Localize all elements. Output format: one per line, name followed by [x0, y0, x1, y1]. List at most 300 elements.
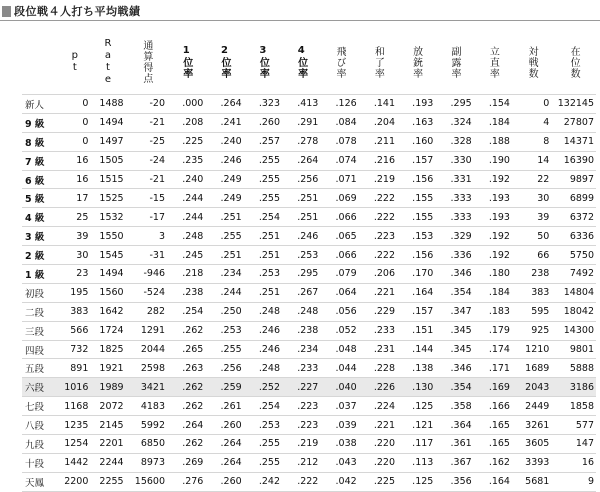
cell-p1: .000: [182, 98, 204, 110]
column-header-p2: [205, 33, 243, 95]
cell-games: 3393: [525, 457, 550, 469]
cell-riichi: .184: [488, 117, 510, 129]
cell-call: .347: [450, 306, 472, 318]
cell-p1: .225: [182, 136, 204, 148]
cell-win: .220: [373, 457, 395, 469]
cell-win: .141: [373, 98, 395, 110]
cell-p4: .264: [297, 155, 319, 167]
table-row: [22, 472, 596, 491]
cell-p4: .223: [297, 419, 319, 431]
cell-riichi: .188: [488, 136, 510, 148]
cell-p2: .251: [220, 211, 242, 223]
table-body: [22, 95, 596, 492]
cell-players: 27807: [563, 117, 594, 129]
cell-p1: .240: [182, 174, 204, 185]
cell-pt: 1442: [64, 457, 89, 469]
cell-avg: 6850: [140, 438, 166, 450]
cell-p1: .248: [182, 230, 204, 242]
cell-rate: 1488: [99, 98, 124, 110]
cell-pt: 17: [76, 192, 89, 204]
cell-p2: .255: [220, 230, 242, 242]
cell-bust: .066: [335, 211, 357, 223]
cell-p4: .413: [297, 98, 319, 110]
cell-p3: .253: [258, 268, 281, 280]
cell-rate: 1560: [99, 287, 124, 299]
cell-avg: -31: [149, 249, 166, 261]
cell-p2: .264: [220, 438, 242, 450]
cell-win: .223: [373, 230, 395, 242]
cell-p4: .291: [297, 117, 319, 129]
cell-win: .222: [373, 211, 395, 223]
table-row: [22, 113, 596, 132]
cell-games: 5681: [525, 476, 550, 488]
cell-p1: .254: [182, 306, 204, 318]
cell-riichi: .192: [488, 174, 510, 185]
cell-avg: -524: [143, 287, 166, 299]
cell-call: .345: [450, 325, 472, 337]
cell-p4: .222: [297, 476, 319, 488]
cell-avg: -946: [143, 268, 166, 280]
table-row: [22, 302, 596, 321]
cell-avg: 8973: [140, 457, 166, 469]
column-header-avg: [126, 33, 167, 95]
column-header-p3: [244, 33, 282, 95]
cell-bust: .074: [335, 155, 357, 167]
cell-win: .219: [373, 174, 395, 185]
table-row: [22, 378, 596, 397]
cell-bust: .066: [335, 249, 357, 261]
cell-bust: .078: [335, 136, 357, 148]
cell-games: 0: [543, 98, 550, 110]
cell-pt: 39: [76, 230, 89, 242]
table-row: [22, 151, 596, 170]
cell-win: .228: [373, 362, 395, 374]
cell-p2: .249: [220, 192, 242, 204]
cell-bust: .064: [335, 287, 357, 299]
cell-rate: 1921: [99, 362, 124, 374]
cell-deal: .113: [412, 457, 434, 469]
cell-p2: .241: [220, 117, 242, 129]
cell-riichi: .179: [488, 325, 510, 337]
cell-rate: 1494: [99, 117, 124, 129]
cell-deal: .160: [412, 136, 434, 148]
cell-deal: .117: [412, 438, 434, 450]
cell-p4: .246: [297, 230, 319, 242]
cell-deal: .121: [412, 419, 434, 431]
rank-cell: 2 級: [25, 251, 45, 263]
cell-call: .346: [450, 268, 472, 280]
column-header-label: 和了率: [372, 45, 384, 79]
column-header-label: 3位率: [257, 45, 269, 79]
column-header-label: 飛び率: [334, 45, 345, 79]
cell-rate: 1525: [99, 192, 124, 204]
cell-p3: .260: [258, 117, 281, 129]
cell-rate: 1505: [99, 155, 124, 167]
cell-games: 1210: [525, 344, 550, 356]
cell-avg: 2044: [140, 344, 166, 356]
cell-pt: 16: [76, 174, 89, 185]
cell-p1: .264: [182, 419, 204, 431]
rank-cell: 二段: [25, 307, 45, 319]
cell-p2: .260: [220, 476, 242, 488]
cell-games: 39: [537, 211, 550, 223]
cell-players: 132145: [557, 98, 594, 110]
cell-rate: 1532: [99, 211, 124, 223]
cell-p1: .276: [182, 476, 204, 488]
cell-call: .354: [450, 381, 472, 393]
table-row: [22, 340, 596, 359]
cell-p2: .253: [220, 325, 242, 337]
cell-avg: 282: [146, 306, 166, 318]
column-header-games: [512, 33, 551, 95]
cell-players: 6372: [569, 211, 594, 223]
column-header-label: 通算得点: [140, 40, 152, 84]
cell-p4: .253: [297, 249, 319, 261]
cell-call: .346: [450, 362, 472, 374]
cell-p1: .262: [182, 381, 204, 393]
column-header-pt: [59, 33, 90, 95]
column-header-label: pt: [69, 50, 81, 74]
cell-avg: -17: [149, 211, 166, 223]
cell-avg: 3: [158, 230, 166, 242]
cell-riichi: .193: [488, 211, 510, 223]
cell-players: 14804: [563, 287, 594, 299]
cell-call: .329: [450, 230, 472, 242]
cell-rate: 1494: [99, 268, 124, 280]
cell-pt: 30: [76, 249, 89, 261]
cell-pt: 2200: [64, 476, 89, 488]
cell-win: .222: [373, 249, 395, 261]
cell-rate: 1497: [99, 136, 124, 148]
cell-call: .336: [450, 249, 472, 261]
cell-players: 16: [581, 457, 594, 469]
cell-p1: .218: [182, 268, 204, 280]
cell-avg: 4183: [140, 400, 166, 412]
cell-p3: .251: [258, 249, 281, 261]
cell-rate: 2244: [99, 457, 124, 469]
cell-win: .221: [373, 287, 395, 299]
rank-cell: 初段: [25, 288, 45, 300]
cell-p3: .254: [258, 400, 281, 412]
cell-p4: .223: [297, 400, 319, 412]
column-header-players: [551, 33, 596, 95]
cell-players: 147: [575, 438, 594, 450]
cell-avg: -25: [149, 136, 166, 148]
cell-call: .330: [450, 155, 472, 167]
cell-p4: .256: [297, 174, 319, 185]
cell-call: .356: [450, 476, 472, 488]
cell-games: 3605: [525, 438, 550, 450]
cell-p1: .263: [182, 362, 204, 374]
rank-cell: 8 級: [25, 137, 45, 149]
cell-pt: 0: [82, 136, 89, 148]
cell-win: .206: [373, 268, 395, 280]
rank-cell: 5 級: [25, 194, 45, 206]
column-header-p4: [282, 33, 320, 95]
cell-pt: 16: [76, 155, 89, 167]
cell-bust: .069: [335, 192, 357, 204]
cell-p2: .264: [220, 457, 242, 469]
cell-p2: .234: [220, 268, 242, 280]
cell-p3: .323: [258, 98, 281, 110]
cell-players: 18042: [563, 306, 594, 318]
column-header-rank: [22, 33, 59, 95]
header-row: [22, 33, 596, 95]
cell-bust: .044: [335, 362, 357, 374]
page-title-bar: [2, 3, 141, 19]
cell-deal: .155: [412, 211, 434, 223]
cell-p1: .262: [182, 438, 204, 450]
cell-call: .364: [450, 419, 472, 431]
rank-cell: 6 級: [25, 175, 45, 187]
cell-call: .361: [450, 438, 472, 450]
cell-rate: 1989: [99, 381, 124, 393]
column-header-label: 2位率: [219, 45, 231, 79]
cell-deal: .193: [412, 98, 434, 110]
cell-rate: 1724: [99, 325, 124, 337]
cell-players: 14300: [563, 325, 594, 337]
cell-avg: 5992: [140, 419, 166, 431]
cell-p3: .251: [258, 230, 281, 242]
cell-deal: .164: [412, 287, 434, 299]
cell-p3: .252: [258, 381, 281, 393]
cell-rate: 2072: [99, 400, 124, 412]
cell-games: 2043: [525, 381, 550, 393]
cell-call: .333: [450, 211, 472, 223]
cell-p1: .244: [182, 192, 204, 204]
cell-p4: .219: [297, 438, 319, 450]
rank-cell: 3 級: [25, 232, 45, 244]
cell-bust: .039: [335, 419, 357, 431]
column-header-label: 副露率: [448, 45, 460, 79]
cell-p3: .253: [258, 419, 281, 431]
cell-win: .233: [373, 325, 395, 337]
rank-cell: 五段: [25, 364, 45, 376]
cell-pt: 0: [82, 98, 89, 110]
cell-rate: 1515: [99, 174, 124, 185]
rank-cell: 八段: [25, 421, 45, 433]
cell-deal: .144: [412, 344, 434, 356]
cell-deal: .157: [412, 155, 434, 167]
cell-bust: .042: [335, 476, 357, 488]
cell-p4: .267: [297, 287, 319, 299]
cell-games: 30: [537, 192, 550, 204]
cell-pt: 891: [70, 362, 89, 374]
cell-p2: .250: [220, 306, 242, 318]
cell-win: .226: [373, 381, 395, 393]
column-header-label: 対戦数: [526, 45, 538, 79]
cell-p1: .265: [182, 344, 204, 356]
cell-p1: .244: [182, 211, 204, 223]
cell-p2: .255: [220, 344, 242, 356]
cell-riichi: .165: [488, 419, 510, 431]
cell-win: .229: [373, 306, 395, 318]
cell-riichi: .171: [488, 362, 510, 374]
column-header-label: 4位率: [295, 45, 307, 79]
cell-deal: .170: [412, 268, 434, 280]
title-divider: [0, 20, 600, 21]
column-header-win: [359, 33, 397, 95]
cell-rate: 2145: [99, 419, 124, 431]
cell-rate: 1825: [99, 344, 124, 356]
table-header: [22, 33, 596, 95]
cell-deal: .156: [412, 249, 434, 261]
rank-cell: 七段: [25, 402, 45, 414]
cell-p2: .261: [220, 400, 242, 412]
table-row: [22, 227, 596, 246]
cell-players: 5750: [569, 249, 594, 261]
cell-avg: 3421: [140, 381, 166, 393]
cell-p3: .246: [258, 325, 281, 337]
rank-cell: 六段: [25, 383, 45, 395]
cell-win: .211: [373, 136, 395, 148]
cell-p4: .238: [297, 325, 319, 337]
column-header-riichi: [474, 33, 512, 95]
rank-cell: 四段: [25, 345, 45, 357]
cell-p3: .248: [258, 306, 281, 318]
page-title: 段位戦４人打ち平均戦績: [14, 5, 141, 18]
cell-bust: .079: [335, 268, 357, 280]
cell-riichi: .193: [488, 192, 510, 204]
cell-bust: .052: [335, 325, 357, 337]
cell-rate: 1550: [99, 230, 124, 242]
cell-p3: .242: [258, 476, 281, 488]
cell-pt: 732: [70, 344, 89, 356]
cell-games: 22: [537, 174, 550, 185]
cell-games: 8: [543, 136, 550, 148]
column-header-p1: [167, 33, 205, 95]
cell-deal: .157: [412, 306, 434, 318]
table-row: [22, 435, 596, 454]
cell-deal: .151: [412, 325, 434, 337]
cell-players: 6336: [569, 230, 594, 242]
cell-pt: 195: [70, 287, 89, 299]
cell-deal: .125: [412, 400, 434, 412]
cell-bust: .038: [335, 438, 357, 450]
cell-win: .231: [373, 344, 395, 356]
cell-deal: .153: [412, 230, 434, 242]
cell-bust: .048: [335, 344, 357, 356]
cell-p3: .257: [258, 136, 281, 148]
rank-cell: 天鳳: [25, 477, 45, 489]
column-header-label: 在位数: [568, 45, 580, 79]
table-row: [22, 189, 596, 208]
cell-riichi: .192: [488, 249, 510, 261]
table-row: [22, 416, 596, 435]
cell-p4: .212: [297, 457, 319, 469]
cell-pt: 1168: [64, 400, 89, 412]
cell-p1: .269: [182, 457, 204, 469]
cell-bust: .056: [335, 306, 357, 318]
cell-call: .367: [450, 457, 472, 469]
cell-call: .331: [450, 174, 472, 185]
column-header-deal: [397, 33, 435, 95]
cell-deal: .125: [412, 476, 434, 488]
cell-win: .220: [373, 438, 395, 450]
cell-games: 1689: [525, 362, 550, 374]
cell-pt: 383: [70, 306, 89, 318]
table-row: [22, 453, 596, 472]
column-header-call: [435, 33, 473, 95]
cell-riichi: .154: [488, 98, 510, 110]
cell-p2: .264: [220, 98, 242, 110]
cell-p4: .251: [297, 211, 319, 223]
rank-cell: 4 級: [25, 213, 45, 225]
title-square-icon: [2, 6, 11, 17]
cell-rate: 1642: [99, 306, 124, 318]
cell-win: .216: [373, 155, 395, 167]
cell-p3: .255: [258, 457, 281, 469]
cell-p4: .278: [297, 136, 319, 148]
cell-call: .324: [450, 117, 472, 129]
cell-p3: .248: [258, 362, 281, 374]
cell-games: 2449: [525, 400, 550, 412]
cell-p2: .249: [220, 174, 242, 185]
cell-riichi: .183: [488, 306, 510, 318]
rank-cell: 1 級: [25, 269, 45, 281]
cell-bust: .071: [335, 174, 357, 185]
cell-call: .295: [450, 98, 472, 110]
cell-players: 5888: [569, 362, 594, 374]
cell-bust: .037: [335, 400, 357, 412]
cell-p1: .235: [182, 155, 204, 167]
cell-games: 50: [537, 230, 550, 242]
cell-p3: .254: [258, 211, 281, 223]
rank-cell: 7 級: [25, 156, 45, 168]
cell-call: .354: [450, 287, 472, 299]
cell-riichi: .164: [488, 476, 510, 488]
cell-p4: .295: [297, 268, 319, 280]
cell-p4: .251: [297, 192, 319, 204]
cell-p3: .255: [258, 155, 281, 167]
cell-p2: .259: [220, 381, 242, 393]
cell-riichi: .166: [488, 400, 510, 412]
cell-games: 14: [537, 155, 550, 167]
cell-players: 577: [575, 419, 594, 431]
cell-p3: .246: [258, 344, 281, 356]
cell-players: 3186: [569, 381, 594, 393]
cell-win: .221: [373, 419, 395, 431]
cell-win: .222: [373, 192, 395, 204]
cell-players: 9897: [569, 174, 594, 185]
cell-p4: .248: [297, 306, 319, 318]
table-row: [22, 397, 596, 416]
cell-avg: -21: [149, 174, 166, 185]
cell-call: .358: [450, 400, 472, 412]
stats-table: [22, 33, 596, 492]
column-header-label: 1位率: [180, 45, 192, 79]
cell-games: 3261: [525, 419, 550, 431]
cell-avg: -20: [149, 98, 166, 110]
cell-riichi: .169: [488, 381, 510, 393]
cell-bust: .040: [335, 381, 357, 393]
cell-riichi: .190: [488, 155, 510, 167]
cell-avg: -24: [149, 155, 166, 167]
cell-riichi: .165: [488, 438, 510, 450]
cell-games: 4: [543, 117, 550, 129]
column-header-label: 立直率: [487, 45, 499, 79]
cell-deal: .130: [412, 381, 434, 393]
cell-riichi: .192: [488, 230, 510, 242]
cell-call: .345: [450, 344, 472, 356]
cell-p4: .227: [297, 381, 319, 393]
table-row: [22, 132, 596, 151]
cell-riichi: .162: [488, 457, 510, 469]
cell-players: 14371: [563, 136, 594, 148]
cell-p3: .255: [258, 174, 281, 185]
cell-bust: .126: [335, 98, 357, 110]
cell-p3: .255: [258, 438, 281, 450]
